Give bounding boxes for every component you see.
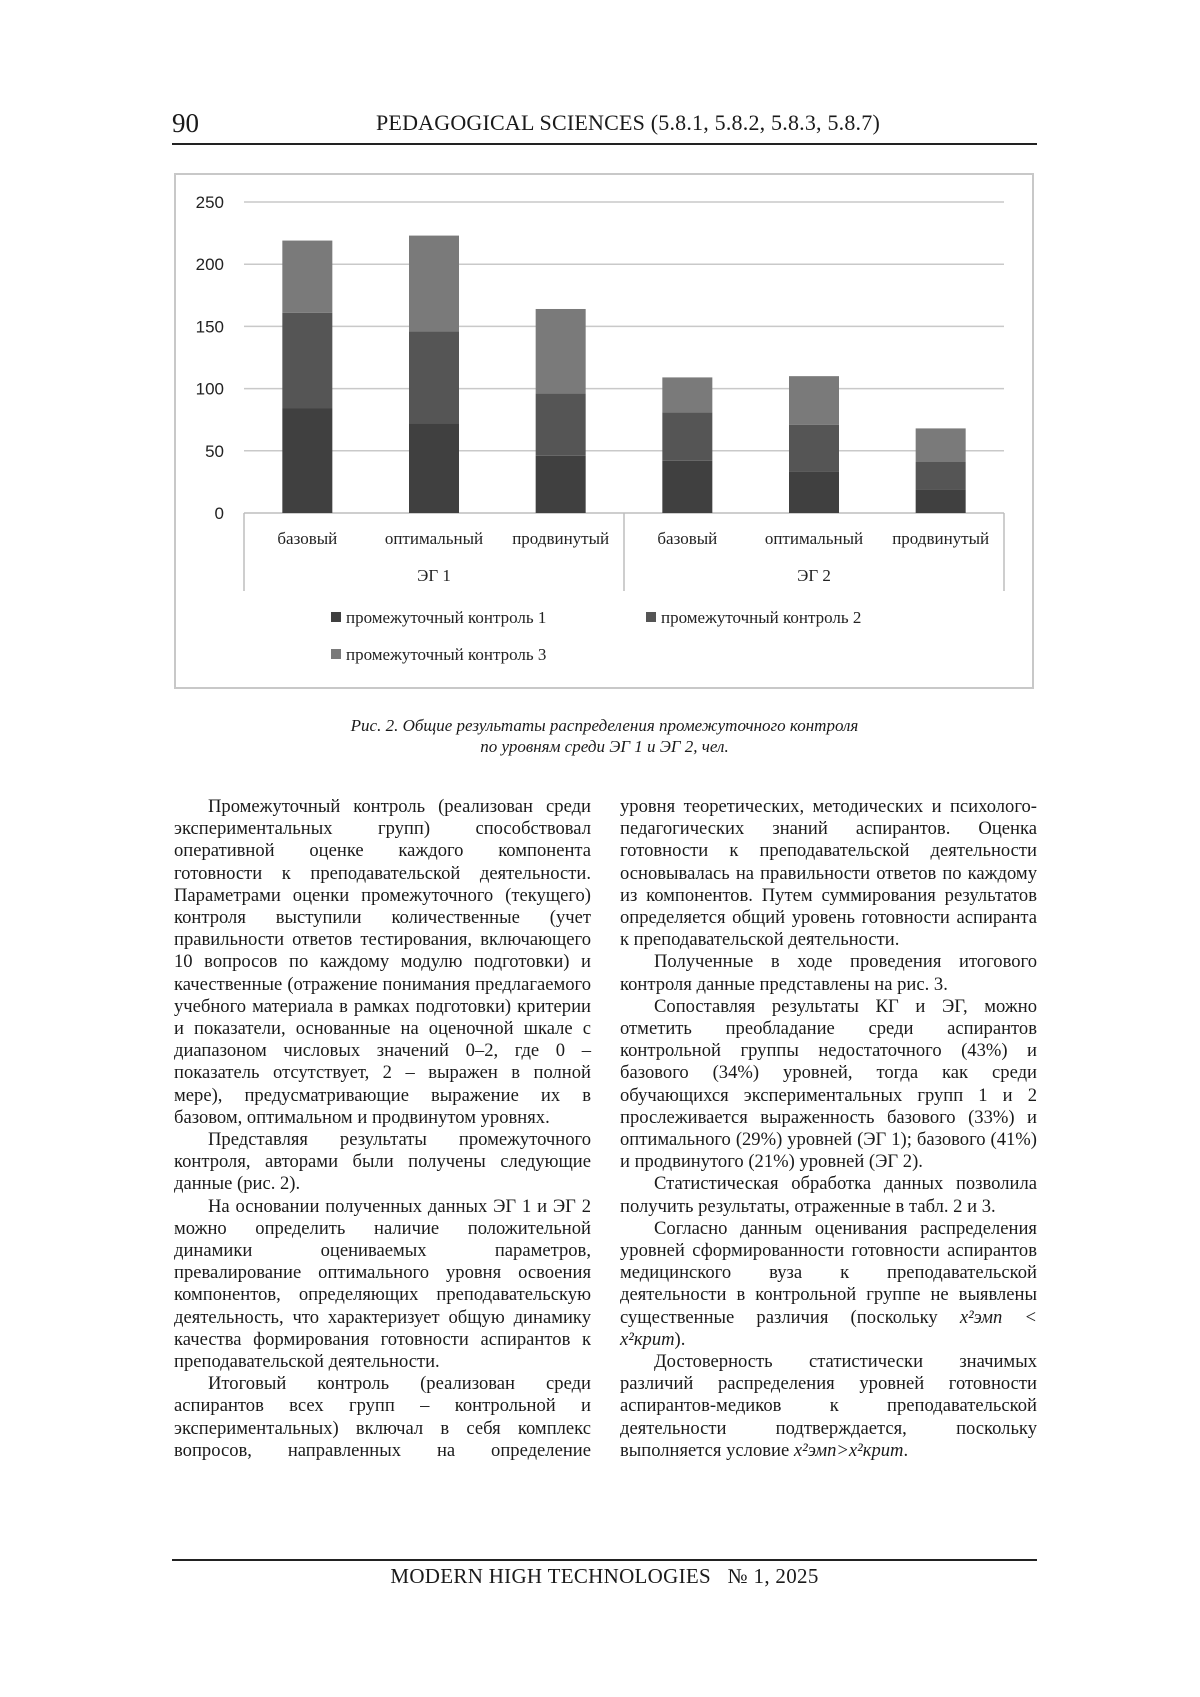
paragraph: Представляя результаты промежуточного контроля, авторами были получены следующие данные (рис. 2).: [174, 1129, 591, 1195]
running-title: PEDAGOGICAL SCIENCES (5.8.1, 5.8.2, 5.8.3, 5.8.7): [376, 110, 880, 135]
chi-square-formula: x²эмп>x²крит: [793, 1439, 904, 1461]
bar-segment-series-3: [282, 241, 332, 313]
bar-segment-series-3: [916, 428, 966, 462]
page-number: 90: [172, 108, 199, 138]
y-tick-label: 50: [205, 441, 224, 461]
x-category-label: продвинутый: [892, 529, 990, 548]
bar-segment-series-2: [662, 412, 712, 461]
bar-segment-series-2: [536, 394, 586, 456]
bar-segment-series-3: [536, 309, 586, 394]
x-category-label: базовый: [277, 529, 338, 548]
paragraph: Итоговый контроль (реализован среди аспирантов всех групп – контрольной и экспериментальных) включал в себя комплекс вопросов, направленных на определение: [174, 1373, 591, 1461]
legend-swatch: [331, 612, 341, 622]
y-tick-label: 100: [195, 379, 224, 399]
caption-line-2: по уровням среди ЭГ 1 и ЭГ 2, чел.: [480, 737, 729, 756]
bar-segment-series-1: [662, 461, 712, 513]
left-column: [174, 796, 591, 1462]
bar-segment-series-2: [916, 462, 966, 489]
paragraph-end: ).: [674, 1328, 686, 1350]
legend-swatch: [331, 649, 341, 659]
paragraph-text: Достоверность статистически значимых различий распределения уровней готовности аспирантов-медиков к преподавательской деятельности подтверждается, поскольку выполняется условие: [620, 1351, 1037, 1461]
bar-segment-series-3: [662, 377, 712, 412]
y-tick-label: 200: [195, 255, 224, 275]
paragraph: [620, 1351, 1037, 1462]
header-rule: [172, 143, 1037, 145]
y-tick-label: 0: [214, 504, 224, 523]
stacked-bar-chart: [176, 175, 1032, 687]
bar-segment-series-1: [536, 456, 586, 513]
chi-square-formula: x²эмп < x²крит: [620, 1306, 1037, 1350]
bar-segment-series-2: [282, 313, 332, 409]
x-category-label: оптимальный: [384, 529, 484, 548]
paragraph: Сопоставляя результаты КГ и ЭГ, можно отметить преобладание среди аспирантов контрольной группы недостаточного (43%) и базового (34%) уровней, тогда как среди обучающихся экспериментальных групп 1 и 2 прослеживается выраженность базового (33%) и оптимального (29%) уровней (ЭГ 1); базового (41%) и продвинутого (21%) уровней (ЭГ 2).: [620, 995, 1037, 1173]
legend-label: промежуточный контроль 1: [346, 608, 547, 627]
bar-segment-series-1: [282, 409, 332, 513]
x-category-label: оптимальный: [764, 529, 864, 548]
bar-segment-series-2: [789, 425, 839, 472]
paragraph: Полученные в ходе проведения итогового контроля данные представлены на рис. 3.: [620, 951, 1037, 995]
bar-segment-series-1: [409, 423, 459, 513]
bar-segment-series-3: [789, 376, 839, 425]
right-column: [620, 796, 1037, 1462]
caption-line-1: Рис. 2. Общие результаты распределения промежуточного контроля: [350, 716, 859, 735]
paragraph: Промежуточный контроль (реализован среди экспериментальных групп) способствовал оперативной оценке каждого компонента готовности к преподавательской деятельности. Параметрами оценки промежуточного (текущего) контроля выступили количественные (учет правильности ответов тестирования, включающего 10 вопросов по каждому модулю подготовки) и качественные (отражение понимания предлагаемого учебного материала в рамках подготовки) критерии и показатели, основанные на оценочной шкале с диапазоном числовых значений 0–2, где 0 – показатель отсутствует, 2 – выражен в полной мере), предусматривающие выражение их в базовом, оптимальном и продвинутом уровнях.: [174, 796, 591, 1128]
bar-segment-series-1: [789, 472, 839, 513]
paragraph: уровня теоретических, методических и психолого-педагогических знаний аспирантов. Оценка готовности к преподавательской деятельности основывалась на правильности ответов по каждому из компонентов. Путем суммирования результатов определяется общий уровень готовности аспиранта к преподавательской деятельности.: [620, 796, 1037, 951]
figure-caption: [172, 715, 1037, 757]
paragraph: Статистическая обработка данных позволила получить результаты, отраженные в табл. 2 и 3.: [620, 1173, 1037, 1217]
legend-swatch: [646, 612, 656, 622]
paragraph-end: .: [903, 1439, 909, 1461]
x-group-label: ЭГ 2: [797, 566, 831, 585]
bar-segment-series-1: [916, 489, 966, 513]
footer-rule: [172, 1559, 1037, 1561]
paragraph-text: Согласно данным оценивания распределения уровней сформированности готовности аспирантов медицинского вуза к преподавательской деятельности в контрольной группе не выявлены существенные различия (поскольку: [620, 1217, 1037, 1328]
paragraph: На основании полученных данных ЭГ 1 и ЭГ 2 можно определить наличие положительной динамики оцениваемых параметров, превалирование оптимального уровня освоения компонентов, определяющих преподавательскую деятельность, что характеризует общую динамику качества формирования готовности аспирантов к преподавательской деятельности.: [174, 1195, 591, 1373]
journal-footer: MODERN HIGH TECHNOLOGIES № 1, 2025: [390, 1564, 819, 1588]
paragraph: [620, 1218, 1037, 1351]
x-category-label: базовый: [657, 529, 718, 548]
x-group-label: ЭГ 1: [417, 566, 451, 585]
legend-label: промежуточный контроль 2: [661, 608, 862, 627]
bar-segment-series-2: [409, 331, 459, 423]
legend-label: промежуточный контроль 3: [346, 645, 547, 664]
y-tick-label: 150: [195, 317, 224, 337]
running-header: [172, 106, 1037, 146]
figure-chart: [174, 173, 1034, 689]
bar-segment-series-3: [409, 236, 459, 332]
y-tick-label: 250: [195, 193, 224, 212]
x-category-label: продвинутый: [512, 529, 610, 548]
